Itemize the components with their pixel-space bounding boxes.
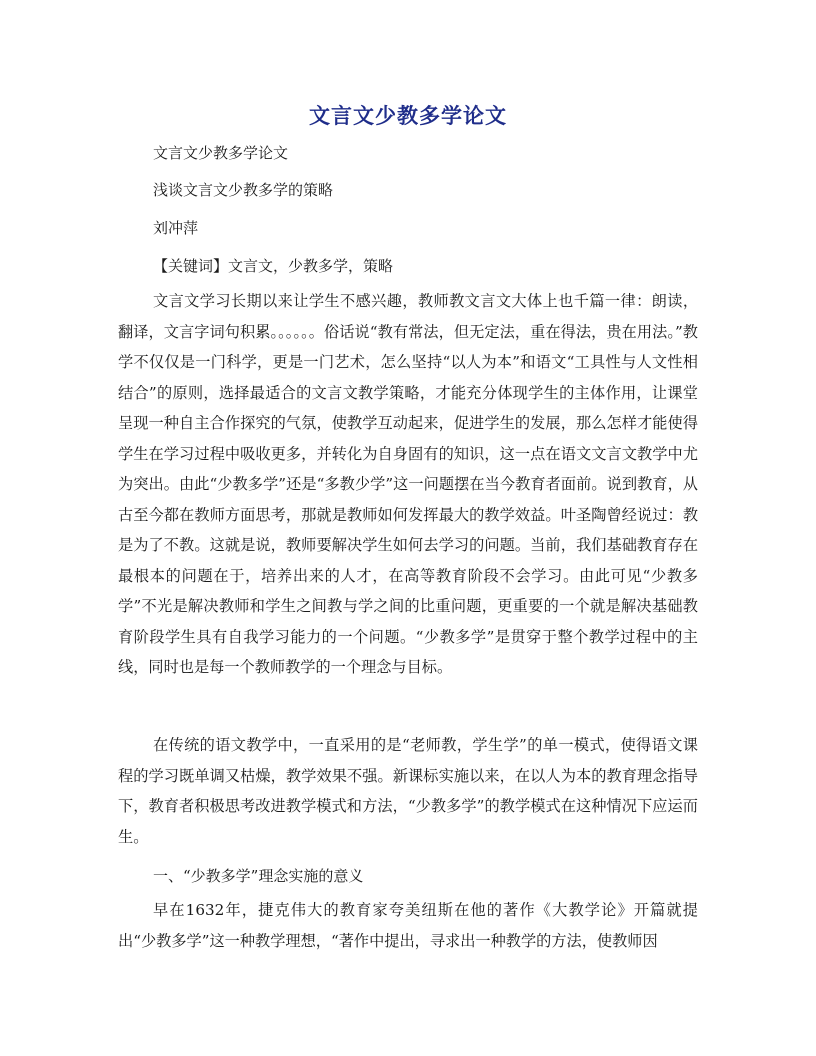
keywords-line: 【关键词】文言文，少教多学，策略	[153, 257, 394, 275]
document-title: 文言文少教多学论文	[309, 103, 507, 128]
paragraph-2: 在传统的语文教学中，一直采用的是“老师教，学生学”的单一模式，使得语文课程的学习既单调又枯燥，教学效果不强。新课标实施以来，在以人为本的教育理念指导下，教育者积极思考改进教学模式和方法，“少教多学”的教学模式在这种情况下应运而生。	[118, 736, 698, 846]
paragraph-1: 文言文学习长期以来让学生不感兴趣，教师教文言文大体上也千篇一律：朗读，翻译，文言字词句积累。。。。。。俗话说“教有常法，但无定法，重在得法，贵在用法。”教学不仅仅是一门科学，更是一门艺术，怎么坚持“以人为本”和语文“工具性与人文性相结合”的原则，选择最适合的文言文教学策略，才能充分体现学生的主体作用，让课堂呈现一种自主合作探究的气氛，使教学互动起来，促进学生的发展，那么怎样才能使得学生在学习过程中吸收更多，并转化为自身固有的知识，这一点在语文文言文教学中尤为突出。由此“少教多学”还是“多教少学”这一问题摆在当今教育者面前。说到教育，从古至今都在教师方面思考，那就是教师如何发挥最大的教学效益。叶圣陶曾经说过：教是为了不教。这就是说，教师要解决学生如何去学习的问题。当前，我们基础教育存在最根本的问题在于，培养出来的人才，在高等教育阶段不会学习。由此可见“少教多学”不光是解决教师和学生之间教与学之间的比重问题，更重要的一个就是解决基础教育阶段学生具有自我学习能力的一个问题。“少教多学”是贯穿于整个教学过程中的主线，同时也是每一个教师教学的一个理念与目标。	[118, 292, 698, 676]
article-title-line: 浅谈文言文少教多学的策略	[153, 181, 334, 199]
paragraph-3: 早在1632年，捷克伟大的教育家夸美纽斯在他的著作《大教学论》开篇就提出“少教多学”这一种教学理想，“著作中提出，寻求出一种教学的方法，使教师因	[118, 901, 698, 950]
section-heading: 一、“少教多学”理念实施的意义	[153, 867, 364, 885]
subtitle-line: 文言文少教多学论文	[153, 144, 289, 162]
author-line: 刘冲萍	[153, 219, 199, 237]
